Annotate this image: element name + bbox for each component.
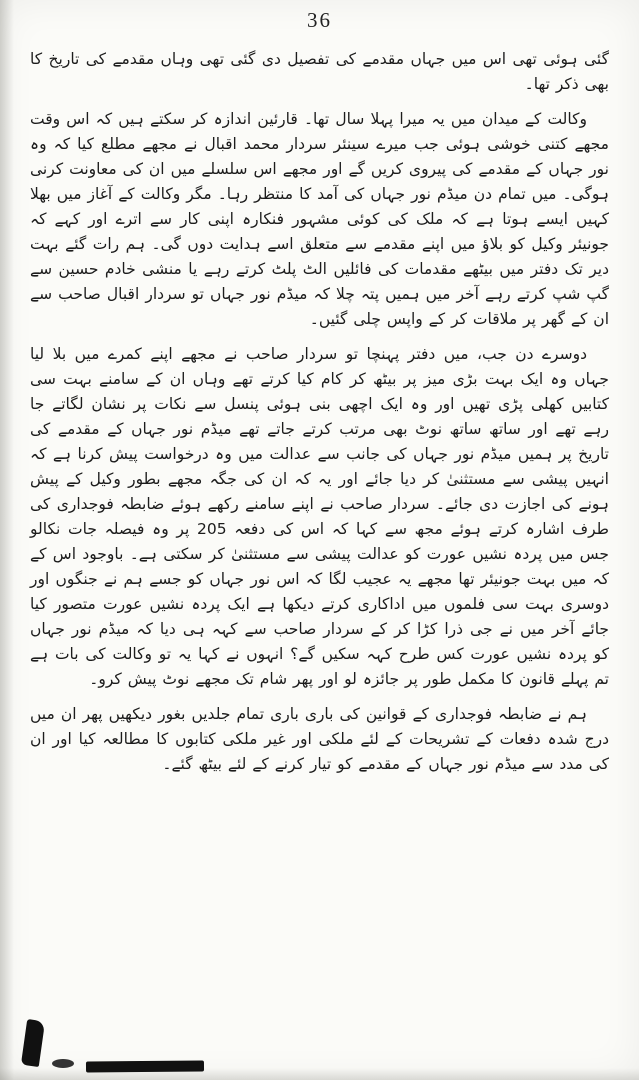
scan-artifact-strip <box>86 1060 204 1072</box>
paragraph-continuation: گئی ہوئی تھی اس میں جہاں مقدمے کی تفصیل دی گئی تھی وہاں مقدمے کی تاریخ کا بھی ذکر تھا۔ <box>30 50 609 93</box>
paragraph-next-day-office: دوسرے دن جب، میں دفتر پہنچا تو سردار صاحب نے مجھے اپنے کمرے میں بلا لیا جہاں وہ ایک بہت بڑی میز پر بیٹھ کر کام کیا کرتے تھے وہاں ان کے سامنے بہت سی کتابیں کھلی پڑی تھیں اور وہ ایک اچھی بنی ہوئی پنسل سے نکات پر نشان لگاتے جا رہے تھے اور ساتھ ساتھ نوٹ بھی مرتب کرتے جاتے تھے میڈم نور جہاں کے مقدمے کی تاریخ پر ہمیں میڈم نور جہاں کی جانب سے عدالت میں وہ درخواست پیش کرنا ہے کہ انہیں پیشی سے مستثنیٰ کر دیا جائے اور یہ کہ ان کی جگہ مجھے بطور وکیل کے پیش ہونے کی اجازت دی جائے۔ سردار صاحب نے اپنے سامنے رکھے ہوئے ضابطہ فوجداری کی طرف اشارہ کرتے ہوئے مجھ سے کہا کہ اس کی دفعہ 205 پر وہ فیصلہ جات نکالو جس میں پردہ نشیں عورت کو عدالت پیشی سے مستثنیٰ کر سکتی ہے۔ باوجود اس کے کہ میں بہت جونیئر تھا مجھے یہ عجیب لگا کہ اس نور جہاں کو جسے ہم نے جنگوں اور دوسری بہت سی فلموں میں اداکاری کرتے دیکھا ہے ایک پردہ نشیں عورت متصور کیا جائے آخر میں نے جی ذرا کڑا کر کے سردار صاحب سے کہہ ہی دیا کہ میڈم نور جہاں کو پردہ نشیں عورت کس طرح کہہ سکیں گے؟ انہوں نے کہا یہ تو وکالت کی بات ہے تم پہلے قانون کا مکمل طور پر جائزہ لو اور پھر شام تک مجھے نوٹ پیش کرو۔ <box>30 345 609 688</box>
paragraph-first-year-of-law: وکالت کے میدان میں یہ میرا پہلا سال تھا۔ قارئین اندازہ کر سکتے ہیں کہ اس وقت مجھے کتنی خوشی ہوئی جب میرے سینئر سردار محمد اقبال نے مجھے مطلع کیا کہ وہ نور جہاں کے مقدمے کی پیروی کریں گے اور مجھے اس سلسلے میں ان کی معاونت کرنی ہوگی۔ میں تمام دن میڈم نور جہاں کی آمد کا منتظر رہا۔ مگر وکالت کے آغاز میں بھلا کہیں ایسے ہوتا ہے کہ ملک کی کوئی مشہور فنکارہ اپنی کار سے اترے اور کہے کہ جونیئر وکیل کو بلاؤ میں اپنے مقدمے سے متعلق اسے ہدایت دوں گی۔ ہم رات گئے بہت دیر تک دفتر میں بیٹھے مقدمات کی فائلیں الٹ پلٹ کرتے رہے یا منشی خادم حسین سے گپ شپ کرتے رہے آخر میں ہمیں پتہ چلا کہ میڈم نور جہاں تو سردار اقبال صاحب سے ان کے گھر پر ملاقات کر کے واپس چلی گئیں۔ <box>30 110 609 328</box>
page-number: 36 <box>307 8 332 32</box>
scan-edge-shadow-bottom <box>0 1068 639 1080</box>
page-text <box>0 33 639 777</box>
paragraph-studying-law-volumes: ہم نے ضابطہ فوجداری کے قوانین کی باری باری تمام جلدیں بغور دیکھیں پھر ان میں درج شدہ دفعات کے تشریحات کے لئے ملکی اور غیر ملکی کتابوں کا مطالعہ کیا اور ان کی مدد سے میڈم نور جہاں کے مقدمے کو تیار کرنے کے لئے بیٹھ گئے۔ <box>30 705 609 773</box>
scan-artifact-blot <box>52 1059 74 1068</box>
scan-artifact-corner-mark <box>21 1019 45 1067</box>
